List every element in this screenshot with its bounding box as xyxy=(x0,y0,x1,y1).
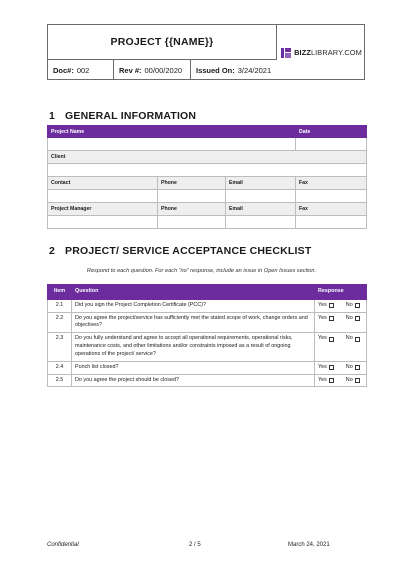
yes-label: Yes xyxy=(318,301,327,308)
no-checkbox[interactable] xyxy=(355,337,360,342)
manager-fax-field[interactable] xyxy=(296,216,367,229)
checklist-row xyxy=(48,299,367,312)
contact-phone-label: Phone xyxy=(158,177,226,190)
project-name-value-row xyxy=(48,138,367,151)
document-title: PROJECT {{NAME}} xyxy=(48,25,277,60)
response-cell xyxy=(315,312,367,333)
contact-email-label: Email xyxy=(226,177,296,190)
checklist-row xyxy=(48,312,367,333)
client-value-row xyxy=(48,164,367,177)
question-text: Did you sign the Project Completion Certificate (PCC)? xyxy=(72,299,315,312)
contact-phone-field[interactable] xyxy=(158,190,226,203)
doc-number: Doc#: 002 xyxy=(48,60,114,80)
item-number: 2.4 xyxy=(48,361,72,374)
yes-label: Yes xyxy=(318,335,327,342)
footer-date: March 24, 2021 xyxy=(288,542,330,548)
date-field[interactable] xyxy=(296,138,367,151)
question-text: Do you fully understand and agree to accept all operational requirements, operational risks, maintenance costs, and other limitations and/or constraints imposed as a result of ongoing operations of the project/ service? xyxy=(72,333,315,361)
project-manager-label: Project Manager xyxy=(48,203,158,216)
checklist-row xyxy=(48,374,367,387)
response-cell xyxy=(315,333,367,361)
contact-fax-field[interactable] xyxy=(296,190,367,203)
contact-label-row xyxy=(48,177,367,190)
yes-checkbox[interactable] xyxy=(329,316,334,321)
checklist-row xyxy=(48,361,367,374)
no-label: No xyxy=(345,363,353,370)
question-column-header: Question xyxy=(72,285,315,300)
contact-value-row xyxy=(48,190,367,203)
manager-fax-label: Fax xyxy=(296,203,367,216)
client-label: Client xyxy=(48,151,367,164)
revision-number: Rev #: 00/00/2020 xyxy=(114,60,191,80)
response-cell xyxy=(315,299,367,312)
item-number: 2.5 xyxy=(48,374,72,387)
project-name-field[interactable] xyxy=(48,138,296,151)
yes-checkbox[interactable] xyxy=(329,378,334,383)
logo-text: BIZZLIBRARY.COM xyxy=(294,48,362,57)
yes-checkbox[interactable] xyxy=(329,303,334,308)
item-column-header: Item xyxy=(48,285,72,300)
no-label: No xyxy=(345,314,353,321)
question-text: Punch list closed? xyxy=(72,361,315,374)
response-cell xyxy=(315,374,367,387)
logo-mark-icon xyxy=(281,48,291,58)
no-label: No xyxy=(345,376,353,383)
question-text: Do you agree the project should be closed? xyxy=(72,374,315,387)
yes-label: Yes xyxy=(318,314,327,321)
bizzlibrary-logo xyxy=(281,48,362,58)
no-checkbox[interactable] xyxy=(355,365,360,370)
no-label: No xyxy=(345,301,353,308)
no-checkbox[interactable] xyxy=(355,378,360,383)
manager-phone-field[interactable] xyxy=(158,216,226,229)
checklist-header-row xyxy=(48,285,367,300)
client-field[interactable] xyxy=(48,164,367,177)
manager-email-label: Email xyxy=(226,203,296,216)
yes-label: Yes xyxy=(318,376,327,383)
no-checkbox[interactable] xyxy=(355,303,360,308)
manager-value-row xyxy=(48,216,367,229)
date-label: Date xyxy=(296,126,367,138)
contact-fax-label: Fax xyxy=(296,177,367,190)
project-name-label: Project Name xyxy=(48,126,296,138)
document-meta-row xyxy=(48,60,277,80)
issued-on: Issued On: 3/24/2021 xyxy=(196,65,272,75)
section-1-heading: 1 GENERAL INFORMATION xyxy=(49,110,197,122)
yes-label: Yes xyxy=(318,363,327,370)
response-column-header: Response xyxy=(315,285,367,300)
logo-cell xyxy=(277,25,366,80)
footer-page-number: 2 / 5 xyxy=(189,542,201,548)
acceptance-checklist-table xyxy=(47,284,367,387)
footer-confidential: Confidential xyxy=(47,542,79,548)
project-manager-field[interactable] xyxy=(48,216,158,229)
item-number: 2.3 xyxy=(48,333,72,361)
general-information-table xyxy=(47,125,367,229)
contact-email-field[interactable] xyxy=(226,190,296,203)
manager-phone-label: Phone xyxy=(158,203,226,216)
checklist-row xyxy=(48,333,367,361)
document-header xyxy=(47,24,365,80)
manager-email-field[interactable] xyxy=(226,216,296,229)
yes-checkbox[interactable] xyxy=(329,365,334,370)
contact-label: Contact xyxy=(48,177,158,190)
manager-label-row xyxy=(48,203,367,216)
item-number: 2.2 xyxy=(48,312,72,333)
no-label: No xyxy=(345,335,353,342)
section-2-heading: 2 PROJECT/ SERVICE ACCEPTANCE CHECKLIST xyxy=(49,245,312,257)
contact-field[interactable] xyxy=(48,190,158,203)
client-label-row xyxy=(48,151,367,164)
project-name-header-row xyxy=(48,126,367,138)
question-text: Do you agree the project/service has sufficiently met the stated scope of work, change orders and objectives? xyxy=(72,312,315,333)
response-cell xyxy=(315,361,367,374)
no-checkbox[interactable] xyxy=(355,316,360,321)
yes-checkbox[interactable] xyxy=(329,337,334,342)
checklist-instructions: Respond to each question. For each “no” response, include an issue in Open Issues section. xyxy=(86,268,317,274)
item-number: 2.1 xyxy=(48,299,72,312)
